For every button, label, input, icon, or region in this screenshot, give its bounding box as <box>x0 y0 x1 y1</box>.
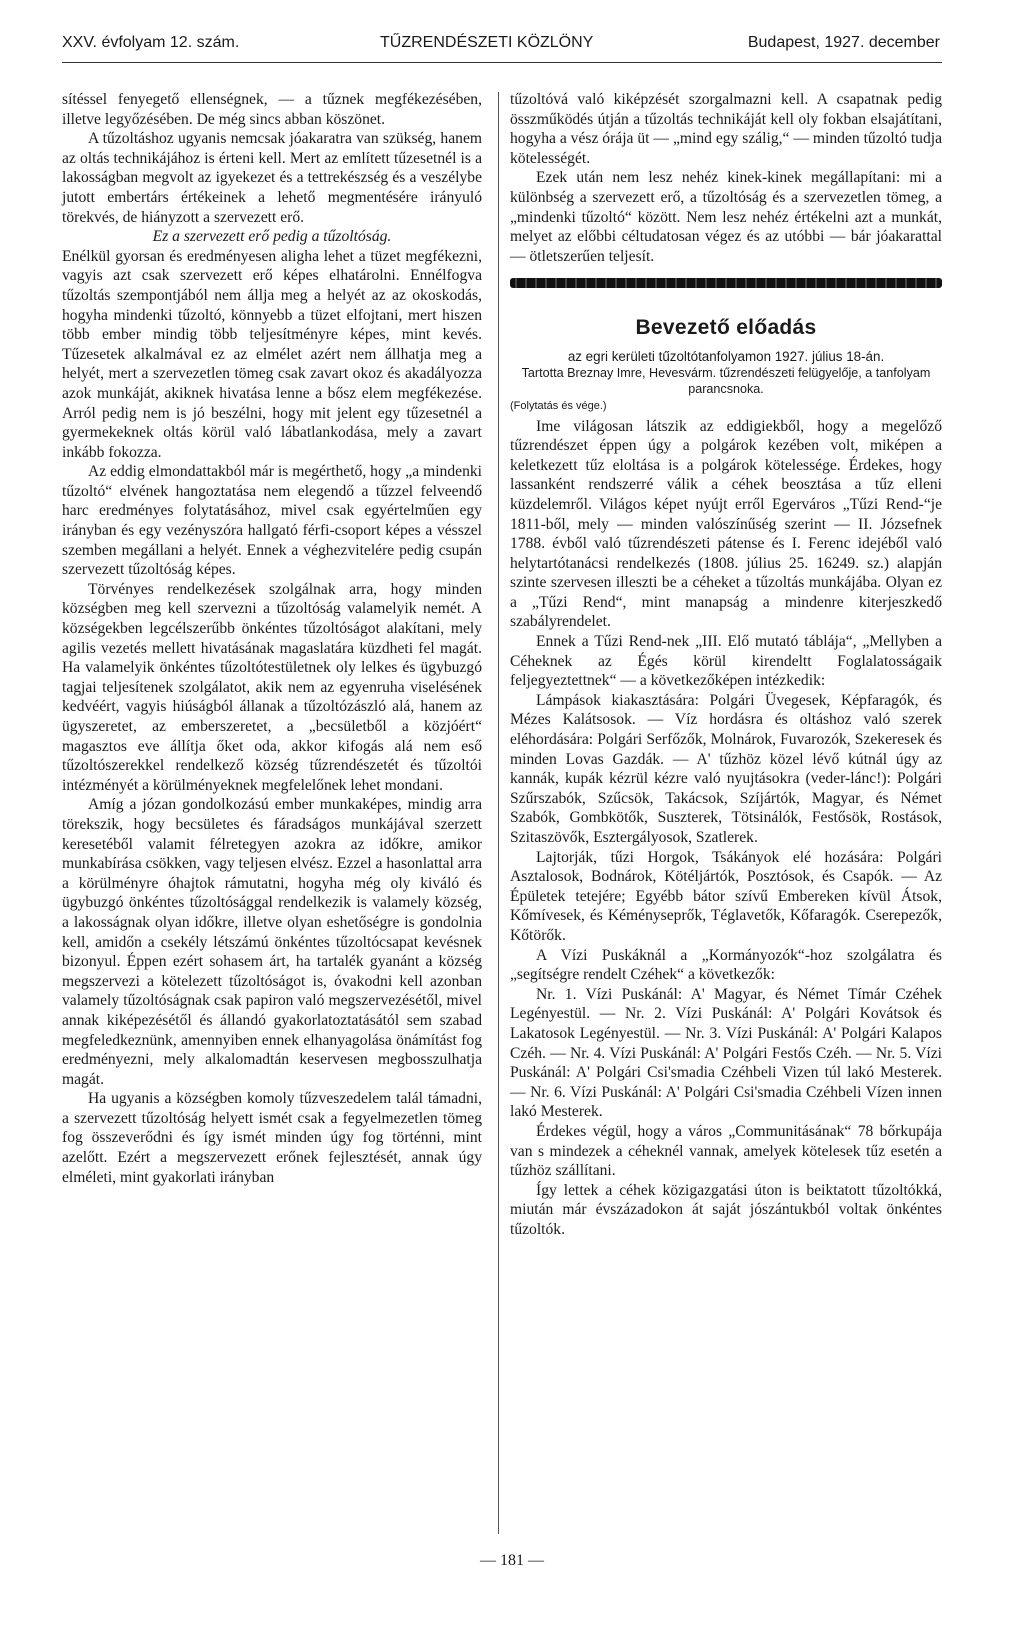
section-byline: Tartotta Breznay Imre, Hevesvárm. tűzrendészeti felügyelője, a tanfolyam parancsnoka. <box>521 365 931 396</box>
paragraph: Nr. 1. Vízi Puskánál: A' Magyar, és Német Tímár Czéhek Legényestül. — Nr. 2. Vízi Puskánál: A' Polgári Kovátsok és Lakatosok Legényestül. — Nr. 3. Vízi Puskánál: A' Polgári Kalapos Czéh. — Nr. 4. Vízi Puskánál: A' Polgári Festős Czéh. — Nr. 5. Vízi Puskánál: A' Polgári Csi'smadia Czéhbeli Vizen túl lakó Mesterek. — Nr. 6. Vízi Puskánál: A' Polgári Csi'smadia Czéhbeli Vízen innen lakó Mesterek. <box>510 985 942 1121</box>
paragraph: Amíg a józan gondolkozású ember munkaképes, mindig arra törekszik, hogy becsületes és fáradságos munkájával szerzett keresetéből valamit félretegyen azokra az időkre, amikor munkabírása csökken, vagy teljesen elvész. Ezzel a hasonlattal arra a körülményre óhajtok rámutatni, hogyha még oly kiváló és ügybuzgó önkéntes tűzoltósággal rendelkezik is valamely község, a lakosságnak olyan időkre, illetve olyan eshetőségre is gondolnia kell, amidőn a csekély létszámú önkéntes tűzoltócsapat kevésnek bizonyul. Éppen ezért sohasem árt, ha tartalék gyanánt a község megszervezi a kötelezett tűzoltóságot is, óvakodni kell azonban valamely tűzoltóságnak csak papiron való megszervezésétől, mivel annak kiképezésétől és állandó gyakorlatoztatásától sem szabad megfeledkeznünk, amennyiben ennek elhanyagolása önámítást fog eredményezni, mely alkalomadtán keservesen megbosszulhatja magát. <box>62 796 482 1088</box>
paragraph: Az eddig elmondattakból már is megérthető, hogy „a mindenki tűzoltó“ elvének hangoztatása nem elegendő a tűzzel felveendő harc eredményes folytatásához, mivel csak egyértelműen egy irányban és egy vezényszóra hallgató férfi-csoport képes a vésszel szemben megállani a helyét. Ennek a véghezvitelére pedig csupán szervezett tűzoltóság képes. <box>62 463 482 579</box>
paragraph: Így lettek a céhek közigazgatási úton is beiktatott tűzoltókká, miután már évszázadokon át saját jószántukból voltak önkéntes tűzoltók. <box>510 1181 942 1238</box>
paragraph: Enélkül gyorsan és eredményesen aligha lehet a tüzet megfékezni, vagyis azt csak szervezett erő képes elhatárolni. Ennélfogva tűzoltás szempontjából nem állja meg a helyét az az okoskodás, hogyha mindenki tűzoltó, könnyebb a tüzet elfojtani, mert hiszen több ember mindig több teljesítményre képes, mint kevés. Tűzesetek alkalmával ez az elmélet azért nem állhatja meg a helyét, mert a szervezetlen tömeg csak zavart okoz és akadályozza azok munkáját, akiknek hivatása lenne a bősz elem megfékezése. Arról pedig nem is jó beszélni, hogy mit jelent egy tűzesetnél a gyermekeknek oltás körül való lábatlankodása, mely a zavart inkább fokozza. <box>62 247 482 461</box>
paragraph: Ime világosan látszik az eddigiekből, hogy a megelőző tűzrendészet éppen úgy a polgárok kezében volt, miképen a keletkezett tűz eloltása is a polgárok kötelessége. Érdekes, hogy lassanként rendszerré válik a céhek beosztása a tűz elleni küzdelemről. Világos képet nyújt erről Egerváros „Tűzi Rend-“je 1811-ből, mely — minden valószínűség szerint — II. Józsefnek 1788. évből való tűzrendészeti pátense és I. Ferenc idejéből való helytartótanácsi rendelkezés (1808. július 25. 16249. sz.) alapján szinte szervesen illeszti be a céheket a tűzoltás munkájába. Olyan ez a „Tűzi Rend“, mint manapság a mindenre kiterjeszkedő szabályrendelet. <box>510 417 942 631</box>
page-number: — 181 — <box>480 1552 544 1569</box>
header-rule <box>62 62 942 63</box>
ornamental-divider <box>510 278 942 288</box>
paragraph: Ha ugyanis a községben komoly tűzveszedelem talál támadni, a szervezett tűzoltóság helyett ismét csak a fegyelmezetlen tömeg fog összeverődni és így ismét minden úgy fog történni, mint azelőtt. Ezért a megszervezett erőnek fejlesztését, annak úgy elméleti, mint gyakorlati irányban <box>62 1090 482 1186</box>
left-column <box>62 90 482 1187</box>
continuation-note: (Folytatás és vége.) <box>510 399 607 412</box>
paragraph: A tűzoltáshoz ugyanis nemcsak jóakaratra van szükség, hanem az oltás technikájához is érteni kell. Mert az említett tűzesetnél is a lakosságban megvolt az igyekezet és a tettrekészség és a veszélybe jutott embertárs értékeinek a lehető megmentésére irányuló törekvés, de hiányzott a szervezett erő. <box>62 130 482 226</box>
paragraph: Ezek után nem lesz nehéz kinek-kinek megállapítani: mi a különbség a szervezett erő, a tűzoltóság és a szervezetlen tömeg, a „mindenki tűzoltó“ között. Nem lesz nehéz értékelni azt a munkát, melyet az előbbi céltudatosan végez és az utóbbi — bár jóakarattal — ötletszerűen teljesít. <box>510 169 942 265</box>
section-subtitle: az egri kerületi tűzoltótanfolyamon 1927. július 18-án. <box>567 348 885 364</box>
paragraph: Lajtorják, tűzi Horgok, Tsákányok elé hozására: Polgári Asztalosok, Bodnárok, Kötéljártók, Posztósok, és Csapók. — Az Épületek tetejére; Egyébb bátor szívű Embereken kívül Átsok, Kőmívesek, és Kéményseprők, Téglavetők, Kőfaragók. Cserepezők, Kőtörők. <box>510 848 942 944</box>
section-title: Bevezető előadás <box>635 316 817 340</box>
paragraph: tűzoltóvá való kiképzését szorgalmazni kell. A csapatnak pedig összműködés útján a tűzoltás technikáját kell oly fokban elsajátítani, hogyha a vész órája üt — „mind egy szálig,“ — minden tűzoltó tudja kötelességét. <box>510 91 942 167</box>
paragraph: Ennek a Tűzi Rend-nek „III. Elő mutató táblája“, „Mellyben a Céheknek az Égés körül kirendeltt Foglalatosságaik feljegyeztettnek“ — a következőképen intézkedik: <box>510 633 942 690</box>
column-divider <box>498 92 499 1534</box>
paragraph: Érdekes végül, hogy a város „Communitásának“ 78 bőrkupája van s mindezek a céheknél vannak, amelyek kötelesek tűz esetén a tűzhöz szállítani. <box>510 1122 942 1180</box>
emphasized-statement: Ez a szervezett erő pedig a tűzoltóság. <box>152 228 392 246</box>
right-column <box>510 90 942 1239</box>
paragraph: A Vízi Puskáknál a „Kormányozók“-hoz szolgálatra és „segítségre rendelt Czéhek“ a következők: <box>510 946 942 984</box>
paragraph: Lámpások kiakasztására: Polgári Üvegesek, Képfaragók, és Mézes Kalátsosok. — Víz hordásra és oltáshoz való szerek eléhordására: Polgári Serfőzők, Molnárok, Fuvarozók, Szekeresek és minden Lovas Gazdák. — A' tűzhöz közel lévő kútnál úgy az kannák, kupák kézrül kézre való nyujtásokra (veder-lánc!): Polgári Szűrszabók, Szűcsök, Takácsok, Szíjártók, Magyar, és Német Szabók, Gombkötők, Suszterek, Tötsinálók, Festősök, Rostások, Szitaszövők, Esztergályosok, Szatlerek. <box>510 691 942 846</box>
volume-issue: XXV. évfolyam 12. szám. <box>62 34 240 51</box>
journal-title: TŰZRENDÉSZETI KÖZLÖNY <box>380 34 594 51</box>
place-date: Budapest, 1927. december <box>747 34 940 51</box>
paragraph: sítéssel fenyegető ellenségnek, — a tűznek megfékezésében, illetve legyőzésében. De még sincs abban köszönet. <box>62 91 482 128</box>
page-header <box>62 34 940 58</box>
paragraph: Törvényes rendelkezések szolgálnak arra, hogy minden községben meg kell szervezni a tűzoltóság valamelyik nemét. A községekben legcélszerűbb önkéntes tűzoltóságot alakítani, mely agilis vezetés mellett hivatásának magaslatára küzdheti fel magát. Ha valamelyik önkéntes tűzoltótestületnek oly lelkes és ügybuzgó tagjai teljesítenek szolgálatot, akik nem az egyenruha viselésének kedvéért, vagyis hiúságból állanak a tűzoltózászló alá, hanem az ügyszeretet, az emberszeretet, a „becsületből a közjóért“ magasztos eve állítja őket oda, akkor kifogás alá nem eső tűzoltószerekkel rendelkező község tűzrendészetét és tűzoltói intézményét a körülményeknek megfelelőnek lehet mondani. <box>62 580 482 794</box>
